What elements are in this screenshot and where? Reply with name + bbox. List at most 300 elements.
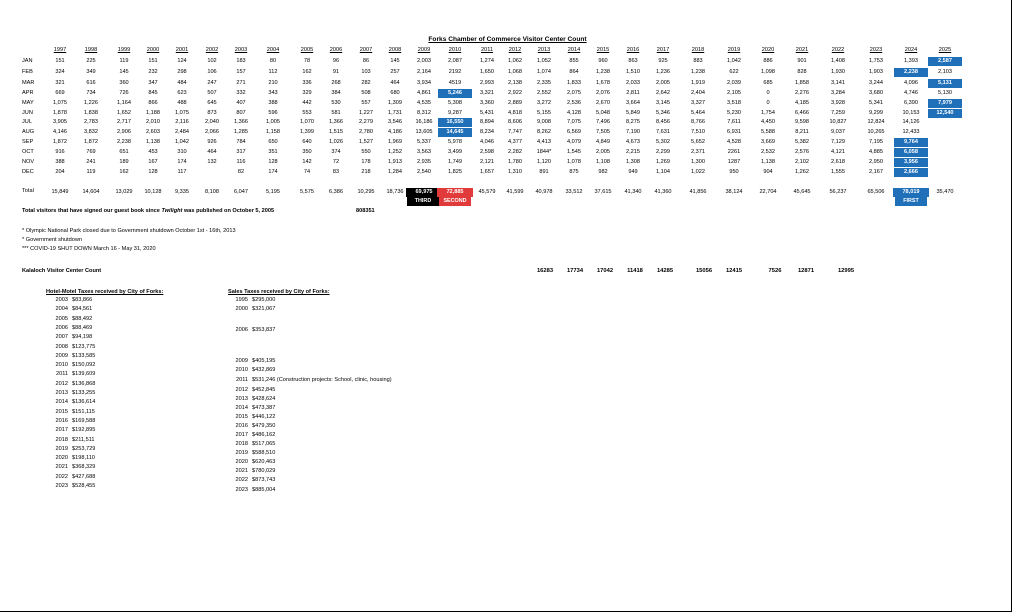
year-header: 2004 <box>266 47 280 53</box>
table-cell: 891 <box>539 169 549 175</box>
table-cell: 1,650 <box>480 69 494 75</box>
table-cell: 1,284 <box>388 169 402 175</box>
table-cell: 1,052 <box>537 58 551 64</box>
note-covid: *** COVID-19 SHUT DOWN March 16 - May 31, 2020 <box>22 246 156 252</box>
table-cell: 8,456 <box>656 119 670 125</box>
table-cell: 2,670 <box>596 100 610 106</box>
tax-year: 2023 <box>55 483 68 489</box>
table-cell: 7,195 <box>869 139 883 145</box>
tax-year: 2003 <box>55 297 68 303</box>
table-cell: 83 <box>332 169 340 175</box>
kalaloch-cell: 12415 <box>725 268 743 274</box>
total-cell: 78,019 <box>893 188 929 197</box>
table-cell: 1,300 <box>691 159 705 165</box>
table-cell: 916 <box>55 149 65 155</box>
year-header: 2013 <box>537 47 551 53</box>
table-cell: 1,138 <box>761 159 775 165</box>
tax-year: 2005 <box>55 315 68 322</box>
table-cell: 2,603 <box>146 129 160 135</box>
table-cell: 2,238 <box>894 68 928 77</box>
table-cell: 145 <box>119 69 129 75</box>
table-cell: 1,269 <box>656 159 670 165</box>
tax-year: 2017 <box>235 432 248 438</box>
sales-tax-row <box>228 297 275 303</box>
table-cell: 2,003 <box>417 58 431 64</box>
tax-year: 2012 <box>55 380 68 387</box>
total-cell: 41,599 <box>506 189 524 195</box>
hotel-tax-row <box>48 474 95 480</box>
month-label: OCT <box>22 149 34 155</box>
tax-amount: $253,729 <box>72 445 96 452</box>
table-cell: 6,466 <box>795 110 809 116</box>
tax-amount: $169,588 <box>72 417 96 424</box>
table-cell: 5,464 <box>691 110 705 116</box>
table-cell: 2,164 <box>417 69 431 75</box>
sales-tax-row <box>228 327 275 333</box>
table-cell: 2,238 <box>117 139 131 145</box>
table-cell: 1,252 <box>388 149 402 155</box>
table-cell: 4,377 <box>508 139 522 145</box>
tax-amount: $211,511 <box>72 436 95 443</box>
table-cell: 685 <box>763 80 773 86</box>
table-cell: 4,121 <box>831 149 845 155</box>
tax-year: 2009 <box>235 358 248 364</box>
table-cell: 4,128 <box>567 110 581 116</box>
table-cell: 2,066 <box>205 129 219 135</box>
total-cell: 5,575 <box>300 189 314 195</box>
table-cell: 3,928 <box>831 100 845 106</box>
table-cell: 210 <box>268 80 278 86</box>
table-cell: 4,046 <box>480 139 494 145</box>
table-cell: 7,510 <box>691 129 705 135</box>
table-cell: 3,244 <box>869 80 883 86</box>
table-cell: 1,104 <box>656 169 670 175</box>
table-cell: 162 <box>302 69 312 75</box>
table-cell: 8,606 <box>508 119 522 125</box>
tax-year: 2015 <box>55 408 68 415</box>
table-cell: 7,747 <box>508 129 522 135</box>
table-cell: 2,811 <box>626 90 640 96</box>
table-cell: 807 <box>236 110 246 116</box>
table-cell: 1,158 <box>266 129 280 135</box>
tax-amount: $88,469 <box>72 324 93 331</box>
table-cell: 183 <box>236 58 246 64</box>
note-shutdown: * Government shutdown <box>22 237 83 243</box>
tax-year: 2006 <box>55 324 68 331</box>
table-cell: 2,087 <box>448 58 462 64</box>
kalaloch-cell: 12871 <box>797 268 815 274</box>
table-cell: 3,518 <box>727 100 741 106</box>
total-label: Total <box>22 188 34 194</box>
table-cell: 1,678 <box>596 80 610 86</box>
tax-year: 2014 <box>235 405 248 411</box>
table-cell: 4,079 <box>567 139 581 145</box>
table-cell: 5,246 <box>438 89 472 98</box>
year-header: 2007 <box>359 47 373 53</box>
table-cell: 4,746 <box>904 90 918 96</box>
table-cell: 734 <box>86 90 96 96</box>
table-cell: 142 <box>302 159 312 165</box>
hotel-tax-row <box>48 353 95 359</box>
table-cell: 2,922 <box>508 90 522 96</box>
table-cell: 204 <box>55 169 65 175</box>
table-cell: 16,186 <box>415 119 433 125</box>
third-badge: THIRD <box>407 197 439 206</box>
table-cell: 1,825 <box>448 169 462 175</box>
sales-tax-row <box>228 450 275 456</box>
hotel-tax-row <box>48 325 92 331</box>
table-cell: 8,262 <box>537 129 551 135</box>
tax-amount: $133,585 <box>72 352 96 359</box>
month-label: SEP <box>22 139 34 145</box>
table-cell: 310 <box>177 149 187 155</box>
month-label: NOV <box>22 159 35 165</box>
table-cell: 225 <box>86 58 96 64</box>
table-cell: 2,075 <box>567 90 581 96</box>
table-cell: 145 <box>390 58 400 64</box>
table-cell: 828 <box>797 69 807 75</box>
total-cell: 22,704 <box>759 189 777 195</box>
table-cell: 5,588 <box>761 129 775 135</box>
sales-tax-row <box>228 387 275 393</box>
table-cell: 102 <box>207 58 217 64</box>
table-cell: 298 <box>177 69 187 75</box>
tax-amount: $873,743 <box>252 477 276 483</box>
table-cell: 2,040 <box>205 119 219 125</box>
table-cell: 1,070 <box>300 119 314 125</box>
tax-year: 2019 <box>55 445 68 452</box>
table-cell: 12,824 <box>867 119 885 125</box>
table-cell: 9,287 <box>448 110 462 116</box>
table-cell: 3,321 <box>480 90 494 96</box>
table-cell: 1,366 <box>234 119 248 125</box>
table-cell: 1,138 <box>146 139 160 145</box>
tax-amount: $150,092 <box>72 362 96 369</box>
table-cell: 3,327 <box>691 100 705 106</box>
sales-tax-row <box>228 358 275 364</box>
year-header: 2024 <box>904 47 918 53</box>
hotel-tax-row <box>48 316 92 322</box>
tax-year: 2004 <box>55 306 68 313</box>
table-cell: 1,657 <box>480 169 494 175</box>
table-cell: 1,393 <box>904 58 918 64</box>
table-cell: 550 <box>361 149 371 155</box>
table-cell: 1,515 <box>329 129 343 135</box>
tax-amount: $88,492 <box>72 315 93 322</box>
table-cell: 151 <box>55 58 65 64</box>
table-cell: 2,536 <box>567 100 581 106</box>
table-cell: 128 <box>268 159 278 165</box>
table-cell: 117 <box>177 169 187 175</box>
table-cell: 96 <box>332 58 340 64</box>
table-cell: 508 <box>361 90 371 96</box>
table-cell: 1,545 <box>567 149 581 155</box>
table-cell: 2,010 <box>146 119 160 125</box>
year-header: 1997 <box>53 47 67 53</box>
kalaloch-cell: 16283 <box>536 268 554 274</box>
hotel-tax-row <box>48 334 92 340</box>
year-header: 2019 <box>727 47 741 53</box>
table-cell: 3,499 <box>448 149 462 155</box>
tax-year: 2010 <box>235 367 248 373</box>
table-cell: 2,780 <box>359 129 373 135</box>
table-cell: 162 <box>119 169 129 175</box>
table-cell: 623 <box>177 90 187 96</box>
hotel-tax-row <box>48 371 95 377</box>
table-cell: 442 <box>302 100 312 106</box>
table-cell: 80 <box>269 58 277 64</box>
table-cell: 1,005 <box>266 119 280 125</box>
table-cell: 1,074 <box>537 69 551 75</box>
year-header: 2005 <box>300 47 314 53</box>
table-cell: 12,540 <box>928 109 962 118</box>
table-cell: 4,818 <box>508 110 522 116</box>
table-cell: 91 <box>332 69 340 75</box>
tax-amount: $517,065 <box>252 441 276 447</box>
table-cell: 1,838 <box>84 110 98 116</box>
table-cell: 3,360 <box>480 100 494 106</box>
kalaloch-cell: 17734 <box>566 268 584 274</box>
table-cell: 5,382 <box>795 139 809 145</box>
table-cell: 132 <box>207 159 217 165</box>
table-cell: 453 <box>148 149 158 155</box>
table-cell: 119 <box>119 58 129 64</box>
tax-year: 2020 <box>235 459 248 465</box>
tax-amount: $94,198 <box>72 334 93 341</box>
year-header: 1999 <box>117 47 131 53</box>
hotel-tax-row <box>48 446 95 452</box>
table-cell: 464 <box>207 149 217 155</box>
hotel-tax-row <box>48 464 95 470</box>
table-cell: 4519 <box>448 80 462 86</box>
table-cell: 845 <box>148 90 158 96</box>
table-cell: 3,905 <box>53 119 67 125</box>
hotel-tax-row <box>48 381 95 387</box>
kalaloch-label: Kalaloch Visitor Center Count <box>22 268 102 274</box>
tax-year: 2018 <box>55 436 68 443</box>
hotel-tax-row <box>48 344 95 350</box>
table-cell: 2,532 <box>761 149 775 155</box>
tax-year: 1995 <box>235 297 248 303</box>
hotel-tax-row <box>48 390 95 396</box>
month-label: JAN <box>22 58 33 64</box>
first-badge: FIRST <box>895 197 927 206</box>
table-cell: 864 <box>569 69 579 75</box>
table-cell: 2,121 <box>480 159 494 165</box>
table-cell: 343 <box>268 90 278 96</box>
table-cell: 1,262 <box>795 169 809 175</box>
year-header: 2000 <box>146 47 160 53</box>
tax-year: 2006 <box>235 327 248 333</box>
table-cell: 10,153 <box>902 110 920 116</box>
table-cell: 2,598 <box>480 149 494 155</box>
table-cell: 2,102 <box>795 159 809 165</box>
table-cell: 2,299 <box>656 149 670 155</box>
tax-year: 2018 <box>235 441 248 447</box>
table-cell: 1,188 <box>146 110 160 116</box>
year-header: 2016 <box>626 47 640 53</box>
table-cell <box>928 148 962 157</box>
table-cell: 2,076 <box>596 90 610 96</box>
table-cell: 2,404 <box>691 90 705 96</box>
table-cell: 374 <box>331 149 341 155</box>
table-cell: 904 <box>763 169 773 175</box>
total-cell: 45,579 <box>478 189 496 195</box>
table-cell: 232 <box>148 69 158 75</box>
table-cell: 1,731 <box>388 110 402 116</box>
tax-year: 2021 <box>55 464 68 471</box>
table-cell: 82 <box>237 169 245 175</box>
table-cell: 557 <box>361 100 371 106</box>
table-cell: 5,431 <box>480 110 494 116</box>
table-cell: 7,496 <box>596 119 610 125</box>
table-cell: 1,236 <box>656 69 670 75</box>
year-header: 2018 <box>691 47 705 53</box>
table-cell: 1,408 <box>831 58 845 64</box>
table-cell: 8,894 <box>480 119 494 125</box>
total-cell: 41,856 <box>689 189 707 195</box>
table-cell: 350 <box>302 149 312 155</box>
table-cell: 2,005 <box>596 149 610 155</box>
table-cell: 1,062 <box>508 58 522 64</box>
year-header: 2003 <box>234 47 248 53</box>
table-cell: 2,906 <box>117 129 131 135</box>
hotel-tax-row <box>48 437 95 443</box>
table-cell: 218 <box>361 169 371 175</box>
tax-year: 2008 <box>55 343 68 350</box>
tax-amount: $133,255 <box>72 390 96 396</box>
table-cell: 1,913 <box>388 159 402 165</box>
tax-year: 2022 <box>55 473 68 480</box>
total-cell: 10,295 <box>357 189 375 195</box>
tax-amount: $368,329 <box>72 464 96 471</box>
table-cell: 622 <box>729 69 739 75</box>
table-cell: 5,302 <box>656 139 670 145</box>
table-cell: 151 <box>148 58 158 64</box>
table-cell: 388 <box>268 100 278 106</box>
table-cell: 9,037 <box>831 129 845 135</box>
table-cell: 72 <box>332 159 340 165</box>
year-header: 2021 <box>795 47 809 53</box>
sales-tax-row <box>228 423 275 429</box>
table-cell: 9,299 <box>869 110 883 116</box>
table-cell: 4,096 <box>904 80 918 86</box>
table-cell: 581 <box>331 110 341 116</box>
total-cell: 35,470 <box>936 189 954 195</box>
tax-amount: $531,246 (Construction projects: School, clinic, housing) <box>252 377 392 383</box>
table-cell: 8,312 <box>417 110 431 116</box>
month-label: MAY <box>22 100 34 106</box>
total-cell: 8,108 <box>205 189 219 195</box>
table-cell: 2192 <box>448 69 462 75</box>
table-cell: 2,039 <box>727 80 741 86</box>
table-cell: 1,098 <box>761 69 775 75</box>
table-cell: 329 <box>302 90 312 96</box>
table-cell: 2,105 <box>727 90 741 96</box>
total-cell: 38,124 <box>725 189 743 195</box>
table-cell: 351 <box>268 149 278 155</box>
table-cell: 6,569 <box>567 129 581 135</box>
second-badge: SECOND <box>439 197 471 206</box>
table-cell: 157 <box>236 69 246 75</box>
tax-amount: $405,195 <box>252 358 276 364</box>
table-cell: 784 <box>236 139 246 145</box>
table-cell: 5,346 <box>656 110 670 116</box>
year-header: 2017 <box>656 47 670 53</box>
tax-year: 2011 <box>55 371 68 378</box>
table-cell: 1,164 <box>117 100 131 106</box>
table-cell: 2,484 <box>175 129 189 135</box>
table-cell: 112 <box>268 69 278 75</box>
year-header: 2022 <box>831 47 845 53</box>
table-cell: 1,285 <box>234 129 248 135</box>
hotel-tax-row <box>48 427 95 433</box>
table-cell: 2,167 <box>869 169 883 175</box>
year-header: 2015 <box>596 47 610 53</box>
table-cell: 4,673 <box>626 139 640 145</box>
total-cell: 6,047 <box>234 189 248 195</box>
table-cell: 1,872 <box>84 139 98 145</box>
table-cell: 78 <box>303 58 311 64</box>
table-cell: 7,129 <box>831 139 845 145</box>
kalaloch-cell: 11418 <box>627 268 643 274</box>
tax-year: 2013 <box>235 396 248 402</box>
table-cell: 5,130 <box>938 90 952 96</box>
table-cell: 12,433 <box>902 129 920 135</box>
tax-year: 2013 <box>55 390 68 396</box>
table-cell: 388 <box>55 159 65 165</box>
table-cell: 6,390 <box>904 100 918 106</box>
tax-year: 2020 <box>55 455 68 462</box>
month-label: AUG <box>22 129 35 135</box>
table-cell: 669 <box>55 90 65 96</box>
table-cell: 2,950 <box>869 159 883 165</box>
sales-tax-row <box>228 377 392 383</box>
table-cell: 247 <box>207 80 217 86</box>
table-cell: 949 <box>628 169 638 175</box>
table-cell: 128 <box>148 169 158 175</box>
table-cell: 1,754 <box>761 110 775 116</box>
total-cell: 56,237 <box>829 189 847 195</box>
total-cell: 5,195 <box>266 189 280 195</box>
hotel-tax-row <box>48 455 95 461</box>
month-label: MAR <box>22 80 35 86</box>
table-cell: 0 <box>766 100 770 106</box>
table-cell: 5,308 <box>448 100 462 106</box>
table-cell: 2261 <box>727 149 741 155</box>
table-cell: 4,186 <box>388 129 402 135</box>
tax-year: 2019 <box>235 450 248 456</box>
table-cell: 241 <box>86 159 96 165</box>
table-cell: 1,308 <box>626 159 640 165</box>
table-cell: 1,310 <box>508 169 522 175</box>
table-cell: 1,238 <box>691 69 705 75</box>
table-cell: 645 <box>207 100 217 106</box>
total-cell: 33,512 <box>565 189 583 195</box>
sales-tax-row <box>228 477 275 483</box>
table-cell: 7,259 <box>831 110 845 116</box>
table-cell: 317 <box>236 149 246 155</box>
table-cell: 651 <box>119 149 129 155</box>
table-cell: 347 <box>148 80 158 86</box>
tax-year: 2011 <box>235 377 248 383</box>
table-cell: 1,022 <box>691 169 705 175</box>
tax-amount: $528,455 <box>72 483 96 489</box>
hotel-tax-row <box>48 409 95 415</box>
table-cell: 2,116 <box>175 119 189 125</box>
table-cell: 167 <box>148 159 158 165</box>
table-cell: 189 <box>119 159 129 165</box>
